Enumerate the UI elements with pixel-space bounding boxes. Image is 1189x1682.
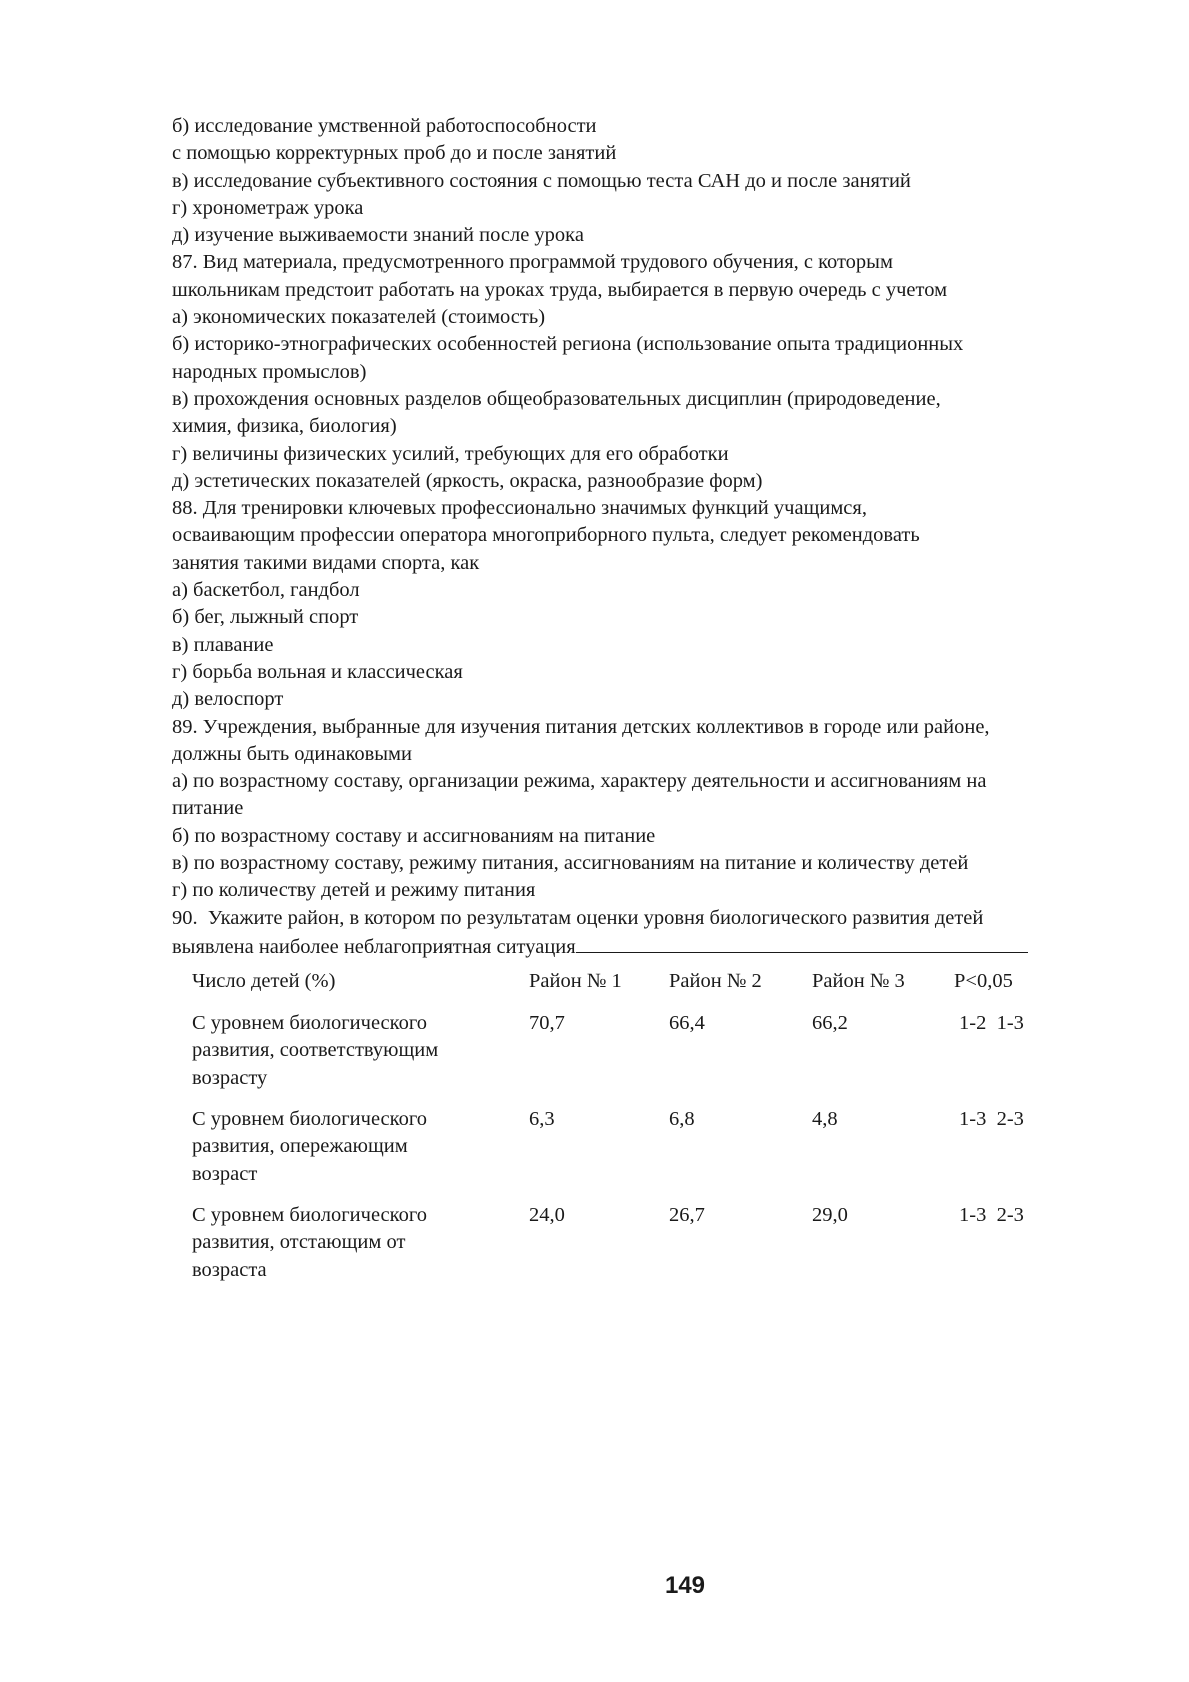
table-header-cell: Район № 1 xyxy=(529,970,622,992)
question-87-text: 87. Вид материала, предусмотренного программой трудового обучения, с которым xyxy=(172,251,893,274)
question-88-text: 88. Для тренировки ключевых профессионально значимых функций учащимся, xyxy=(172,497,867,520)
text-line: школьникам предстоит работать на уроках труда, выбирается в первую очередь с учетом xyxy=(172,278,948,301)
text-line: б) по возрастному составу и ассигнованиям на питание xyxy=(172,824,656,847)
text-line: химия, физика, биология) xyxy=(172,415,397,438)
district-3-value: 66,2 xyxy=(812,1012,848,1034)
table-header-cell: Число детей (%) xyxy=(192,970,336,992)
text-line: питание xyxy=(172,797,244,820)
answer-blank-line xyxy=(576,932,1028,953)
answer-prompt-text: выявлена наиболее неблагоприятная ситуация xyxy=(172,935,576,958)
text-line: в) прохождения основных разделов общеобразовательных дисциплин (природоведение, xyxy=(172,387,941,410)
page-number: 149 xyxy=(664,1572,706,1599)
text-line: б) исследование умственной работоспособности xyxy=(172,115,597,137)
answer-prompt-line xyxy=(172,932,1132,961)
district-1-value: 70,7 xyxy=(529,1012,565,1034)
row-label xyxy=(192,1202,492,1284)
text-line: осваивающим профессии оператора многоприборного пульта, следует рекомендовать xyxy=(172,524,920,547)
text-line: в) по возрастному составу, режиму питания, ассигнованиям на питание и количеству детей xyxy=(172,852,969,875)
district-1-value: 24,0 xyxy=(529,1204,565,1226)
text-line: должны быть одинаковыми xyxy=(172,742,413,765)
table-header-row xyxy=(192,968,1092,1010)
text-line: а) экономических показателей (стоимость) xyxy=(172,306,546,329)
significance-value: 1-2 1-3 xyxy=(959,1012,1024,1034)
district-3-value: 29,0 xyxy=(812,1204,848,1226)
table-row xyxy=(192,1202,1092,1298)
question-89-text: 89. Учреждения, выбранные для изучения питания детских коллективов в городе или районе, xyxy=(172,715,990,738)
text-line: г) хронометраж урока xyxy=(172,196,364,219)
text-line: д) эстетических показателей (яркость, окраска, разнообразие форм) xyxy=(172,469,763,492)
row-label-line: развития, соответствующим xyxy=(192,1039,439,1062)
row-label-line: С уровнем биологического xyxy=(192,1108,427,1130)
text-line: г) по количеству детей и режиму питания xyxy=(172,879,536,902)
row-label-line: возрасту xyxy=(192,1066,268,1089)
text-line: б) историко-этнографических особенностей региона (использование опыта традиционных xyxy=(172,333,964,356)
text-line: а) по возрастному составу, организации режима, характеру деятельности и ассигнованиям на xyxy=(172,770,987,793)
row-label-line: развития, отстающим от xyxy=(192,1231,406,1254)
row-label xyxy=(192,1010,492,1092)
development-data-table xyxy=(192,968,1092,1298)
text-line: г) борьба вольная и классическая xyxy=(172,660,463,683)
page-text xyxy=(172,113,1132,961)
text-line: в) плавание xyxy=(172,633,274,656)
text-line: а) баскетбол, гандбол xyxy=(172,579,360,602)
text-line: в) исследование субъективного состояния с помощью теста САН до и после занятий xyxy=(172,169,911,192)
district-3-value: 4,8 xyxy=(812,1108,838,1130)
district-2-value: 26,7 xyxy=(669,1204,705,1226)
district-1-value: 6,3 xyxy=(529,1108,555,1130)
row-label-line: возраста xyxy=(192,1258,267,1281)
district-2-value: 6,8 xyxy=(669,1108,695,1130)
significance-value: 1-3 2-3 xyxy=(959,1204,1024,1226)
text-line: народных промыслов) xyxy=(172,360,367,383)
row-label-line: С уровнем биологического xyxy=(192,1204,427,1226)
row-label xyxy=(192,1106,492,1188)
district-2-value: 66,4 xyxy=(669,1012,705,1034)
row-label-line: С уровнем биологического xyxy=(192,1012,427,1034)
table-row xyxy=(192,1106,1092,1202)
text-line: б) бег, лыжный спорт xyxy=(172,606,359,629)
text-line: д) велоспорт xyxy=(172,688,284,711)
text-line: д) изучение выживаемости знаний после урока xyxy=(172,224,584,247)
text-line: занятия такими видами спорта, как xyxy=(172,551,480,574)
significance-value: 1-3 2-3 xyxy=(959,1108,1024,1130)
text-line: с помощью корректурных проб до и после занятий xyxy=(172,142,617,165)
question-90-text: 90. Укажите район, в котором по результатам оценки уровня биологического развития детей xyxy=(172,906,984,929)
table-header-cell: P<0,05 xyxy=(954,970,1013,992)
table-row xyxy=(192,1010,1092,1106)
row-label-line: возраст xyxy=(192,1162,258,1185)
text-line: г) величины физических усилий, требующих для его обработки xyxy=(172,442,729,465)
table-header-cell: Район № 2 xyxy=(669,970,762,992)
row-label-line: развития, опережающим xyxy=(192,1135,408,1158)
table-header-cell: Район № 3 xyxy=(812,970,905,992)
